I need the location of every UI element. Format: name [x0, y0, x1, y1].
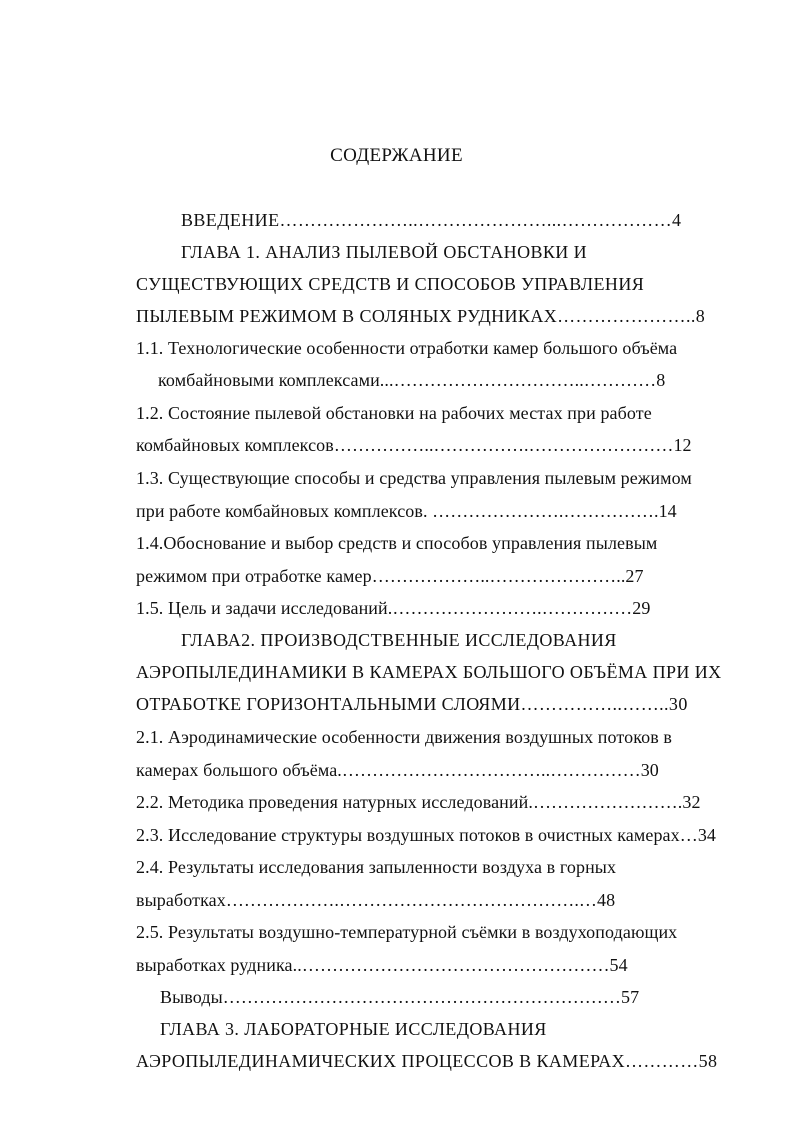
toc-chapter-2-line-1: ГЛАВА2. ПРОИЗВОДСТВЕННЫЕ ИССЛЕДОВАНИЯ [181, 630, 617, 650]
toc-section-1-3-line-2: при работе комбайновых комплексов. ………………….…………….14 [136, 501, 677, 521]
toc-section-1-1-line-1: 1.1. Технологические особенности отработки камер большого объёма [136, 338, 678, 358]
toc-section-2-1-line-2: камерах большого объёма.……………………………..……………30 [136, 760, 659, 780]
toc-section-2-3: 2.3. Исследование структуры воздушных потоков в очистных камерах…34 [136, 825, 717, 845]
toc-section-1-5: 1.5. Цель и задачи исследований.…………………….……………29 [136, 598, 651, 618]
toc-section-2-5-line-1: 2.5. Результаты воздушно-температурной съёмки в воздухоподающих [136, 922, 678, 942]
toc-chapter-1-line-1: ГЛАВА 1. АНАЛИЗ ПЫЛЕВОЙ ОБСТАНОВКИ И [181, 242, 587, 262]
toc-chapter-1-line-2: СУЩЕСТВУЮЩИХ СРЕДСТВ И СПОСОБОВ УПРАВЛЕНИЯ [136, 274, 645, 294]
toc-section-2-4-line-2: выработках……………….………………………………….…48 [136, 890, 616, 910]
toc-section-2-1-line-1: 2.1. Аэродинамические особенности движения воздушных потоков в [136, 727, 673, 747]
toc-chapter-3-line-2: АЭРОПЫЛЕДИНАМИЧЕСКИХ ПРОЦЕССОВ В КАМЕРАХ…………58 [136, 1051, 718, 1071]
toc-chapter-2-line-3: ОТРАБОТКЕ ГОРИЗОНТАЛЬНЫМИ СЛОЯМИ……………..……..30 [136, 694, 688, 714]
toc-section-1-1-line-2: комбайновыми комплексами...…………………………..…………8 [158, 370, 666, 390]
toc-conclusions: Выводы…………………………………………………………57 [160, 987, 640, 1007]
toc-section-2-4-line-1: 2.4. Результаты исследования запыленности воздуха в горных [136, 857, 617, 877]
toc-section-1-3-line-1: 1.3. Существующие способы и средства управления пылевым режимом [136, 468, 692, 488]
toc-introduction: ВВЕДЕНИЕ…………………..…………………...………………4 [181, 210, 682, 230]
toc-section-1-4-line-1: 1.4.Обоснование и выбор средств и способов управления пылевым [136, 533, 658, 553]
page-title: СОДЕРЖАНИЕ [330, 145, 463, 166]
toc-chapter-2-line-2: АЭРОПЫЛЕДИНАМИКИ В КАМЕРАХ БОЛЬШОГО ОБЪЁМА ПРИ ИХ [136, 662, 722, 682]
toc-section-1-2-line-2: комбайновых комплексов……………..…………….……………………12 [136, 435, 692, 455]
toc-section-2-2: 2.2. Методика проведения натурных исследований.…………………….32 [136, 792, 701, 812]
toc-section-2-5-line-2: выработках рудника..……………………………………………54 [136, 955, 628, 975]
toc-chapter-3-line-1: ГЛАВА 3. ЛАБОРАТОРНЫЕ ИССЛЕДОВАНИЯ [160, 1019, 547, 1039]
toc-section-1-4-line-2: режимом при отработке камер………………..…………………..27 [136, 566, 644, 586]
toc-chapter-1-line-3: ПЫЛЕВЫМ РЕЖИМОМ В СОЛЯНЫХ РУДНИКАХ…………………..8 [136, 306, 706, 326]
toc-section-1-2-line-1: 1.2. Состояние пылевой обстановки на рабочих местах при работе [136, 403, 652, 423]
